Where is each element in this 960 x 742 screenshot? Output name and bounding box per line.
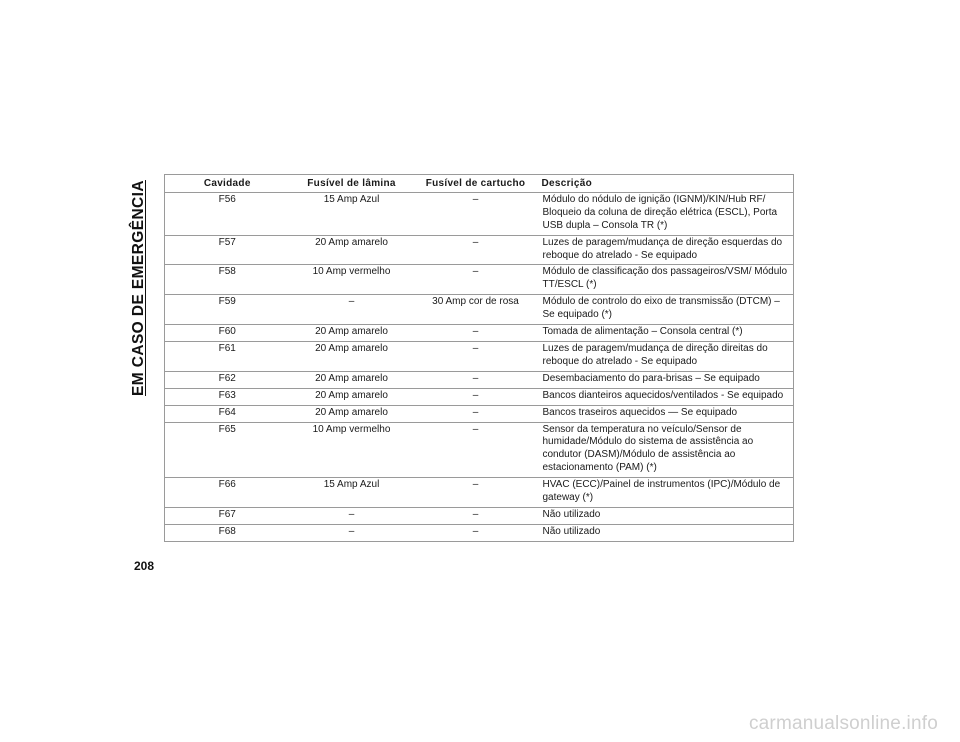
cell-cartridge-fuse: –	[414, 507, 538, 524]
cell-blade-fuse: 20 Amp amarelo	[290, 325, 414, 342]
cell-description: Sensor da temperatura no veículo/Sensor de humidade/Módulo do sistema de assistência ao condutor (DASM)/Módulo de assistência ao estacionamento (PAM) (*)	[538, 422, 794, 478]
cell-description: Não utilizado	[538, 524, 794, 541]
cell-cartridge-fuse: –	[414, 478, 538, 508]
cell-cartridge-fuse: –	[414, 422, 538, 478]
table-row	[165, 341, 794, 371]
cell-description: Bancos dianteiros aquecidos/ventilados - Se equipado	[538, 388, 794, 405]
cell-description: Módulo de classificação dos passageiros/VSM/ Módulo TT/ESCL (*)	[538, 265, 794, 295]
table-row	[165, 388, 794, 405]
table-row	[165, 371, 794, 388]
table-row	[165, 507, 794, 524]
table-row	[165, 265, 794, 295]
cell-description: Luzes de paragem/mudança de direção esquerdas do reboque do atrelado - Se equipado	[538, 235, 794, 265]
table-row	[165, 192, 794, 235]
cell-cartridge-fuse: –	[414, 325, 538, 342]
watermark-logo: carmanualsonline.info	[748, 713, 938, 734]
cell-blade-fuse: 10 Amp vermelho	[290, 265, 414, 295]
cell-description: HVAC (ECC)/Painel de instrumentos (IPC)/Módulo de gateway (*)	[538, 478, 794, 508]
cell-cartridge-fuse: –	[414, 192, 538, 235]
cell-cartridge-fuse: –	[414, 405, 538, 422]
cell-cavity: F57	[165, 235, 290, 265]
cell-description: Desembaciamento do para-brisas – Se equipado	[538, 371, 794, 388]
cell-cartridge-fuse: –	[414, 265, 538, 295]
table-row	[165, 524, 794, 541]
header-blade-fuse: Fusível de lâmina	[290, 175, 414, 193]
cell-description: Luzes de paragem/mudança de direção direitas do reboque do atrelado - Se equipado	[538, 341, 794, 371]
header-description: Descrição	[538, 175, 794, 193]
cell-blade-fuse: 15 Amp Azul	[290, 192, 414, 235]
section-side-title: EM CASO DE EMERGÊNCIA	[130, 180, 147, 396]
cell-blade-fuse: –	[290, 507, 414, 524]
fuse-table	[164, 174, 794, 542]
cell-blade-fuse: 10 Amp vermelho	[290, 422, 414, 478]
cell-cartridge-fuse: –	[414, 235, 538, 265]
cell-description: Módulo do nódulo de ignição (IGNM)/KIN/Hub RF/ Bloqueio da coluna de direção elétrica (ESCL), Porta USB dupla – Consola TR (*)	[538, 192, 794, 235]
header-cartridge-fuse: Fusível de cartucho	[414, 175, 538, 193]
cell-description: Não utilizado	[538, 507, 794, 524]
table-row	[165, 235, 794, 265]
cell-cavity: F64	[165, 405, 290, 422]
cell-cartridge-fuse: 30 Amp cor de rosa	[414, 295, 538, 325]
cell-blade-fuse: 20 Amp amarelo	[290, 371, 414, 388]
table-row	[165, 325, 794, 342]
cell-cartridge-fuse: –	[414, 388, 538, 405]
cell-description: Tomada de alimentação – Consola central (*)	[538, 325, 794, 342]
cell-cavity: F63	[165, 388, 290, 405]
table-row	[165, 295, 794, 325]
cell-blade-fuse: 15 Amp Azul	[290, 478, 414, 508]
cell-cavity: F61	[165, 341, 290, 371]
cell-cavity: F62	[165, 371, 290, 388]
cell-cavity: F68	[165, 524, 290, 541]
table-row	[165, 478, 794, 508]
cell-blade-fuse: 20 Amp amarelo	[290, 341, 414, 371]
cell-blade-fuse: 20 Amp amarelo	[290, 235, 414, 265]
table-row	[165, 405, 794, 422]
cell-cavity: F60	[165, 325, 290, 342]
cell-cavity: F65	[165, 422, 290, 478]
cell-blade-fuse: 20 Amp amarelo	[290, 405, 414, 422]
cell-cartridge-fuse: –	[414, 371, 538, 388]
cell-blade-fuse: –	[290, 524, 414, 541]
cell-description: Módulo de controlo do eixo de transmissão (DTCM) – Se equipado (*)	[538, 295, 794, 325]
cell-cavity: F58	[165, 265, 290, 295]
cell-blade-fuse: 20 Amp amarelo	[290, 388, 414, 405]
table-row	[165, 422, 794, 478]
page-number: 208	[134, 559, 155, 573]
cell-cavity: F56	[165, 192, 290, 235]
cell-cartridge-fuse: –	[414, 341, 538, 371]
table-header-row	[165, 175, 794, 193]
cell-cavity: F66	[165, 478, 290, 508]
cell-cavity: F59	[165, 295, 290, 325]
header-cavity: Cavidade	[165, 175, 290, 193]
cell-cartridge-fuse: –	[414, 524, 538, 541]
cell-blade-fuse: –	[290, 295, 414, 325]
cell-cavity: F67	[165, 507, 290, 524]
cell-description: Bancos traseiros aquecidos — Se equipado	[538, 405, 794, 422]
